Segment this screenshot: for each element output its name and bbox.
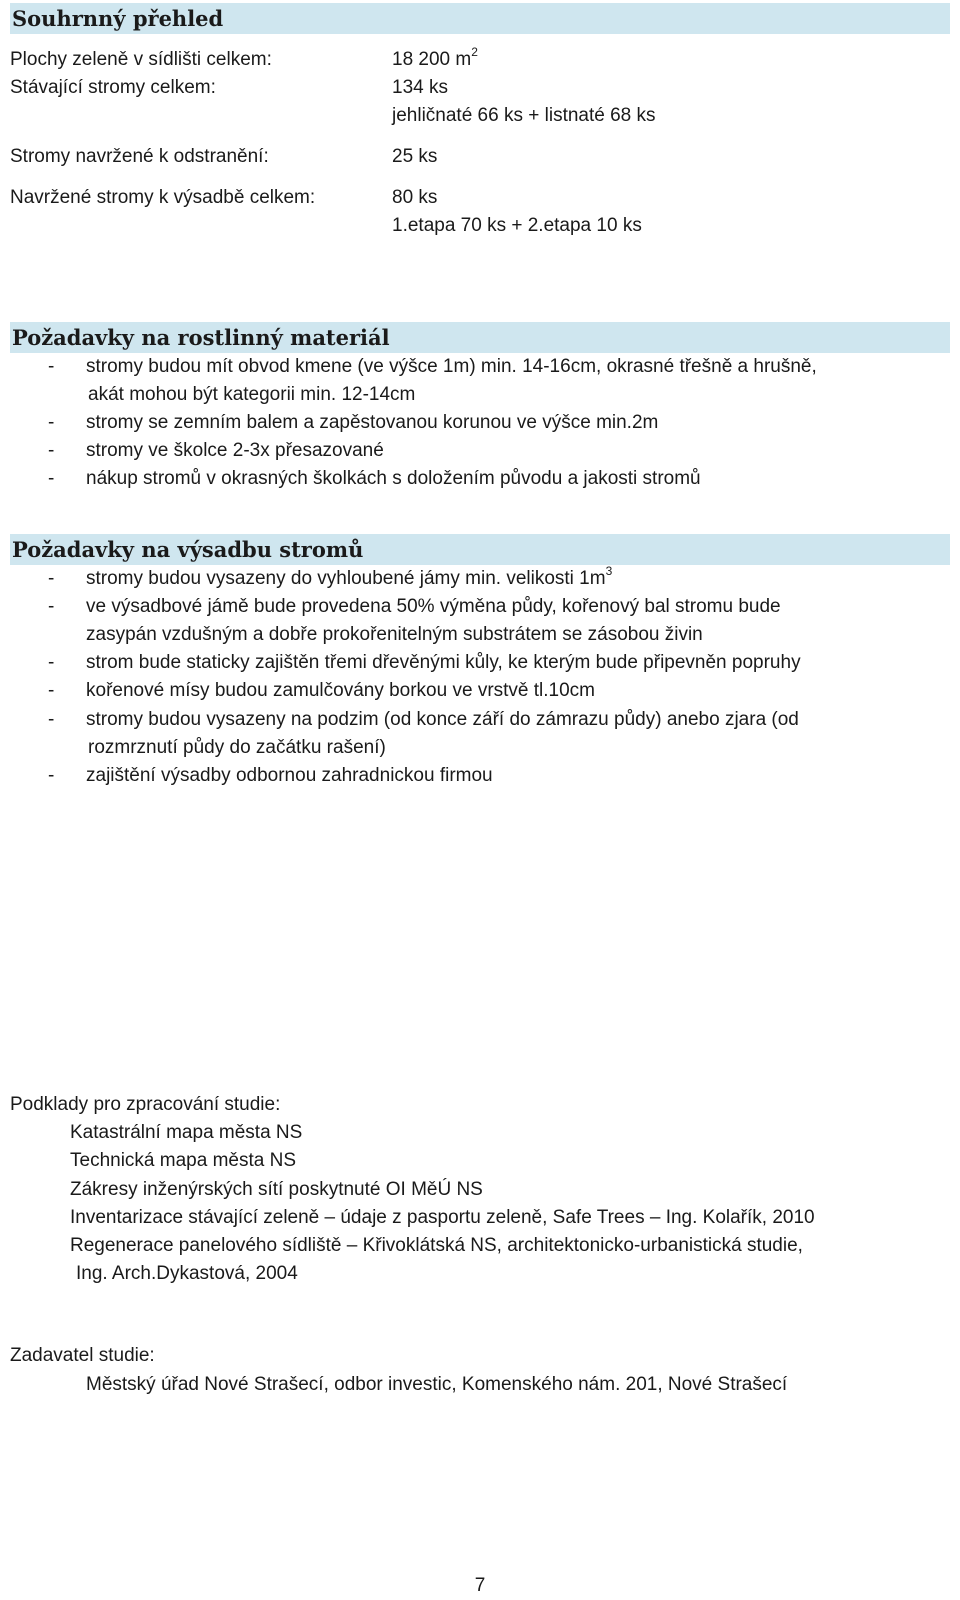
area-unit-exponent: 2 <box>471 45 478 59</box>
list-bullet: - <box>48 568 55 589</box>
source-item: Inventarizace stávající zeleně – údaje z pasportu zeleně, Safe Trees – Ing. Kolařík, 2010 <box>70 1207 815 1228</box>
sources-heading: Podklady pro zpracování studie: <box>10 1094 281 1115</box>
plant-material-item: stromy budou mít obvod kmene (ve výšce 1m) min. 14-16cm, okrasné třešně a hrušně, <box>86 356 817 377</box>
list-bullet: - <box>48 412 55 433</box>
volume-unit-exponent: 3 <box>605 564 613 578</box>
source-item: Regenerace panelového sídliště – Křivoklátská NS, architektonicko-urbanistická studie, <box>70 1235 803 1256</box>
planting-item-continuation: rozmrznutí půdy do začátku rašení) <box>88 737 386 758</box>
plant-material-item: stromy se zemním balem a zapěstovanou korunou ve výšce min.2m <box>86 412 659 433</box>
summary-value-green-area <box>392 46 478 74</box>
planting-item: zajištění výsadby odbornou zahradnickou firmou <box>86 765 493 786</box>
green-area-value: 18 200 m <box>392 49 472 70</box>
summary-heading: Souhrnný přehled <box>10 3 950 34</box>
list-bullet: - <box>48 440 55 461</box>
list-bullet: - <box>48 652 55 673</box>
source-item: Katastrální mapa města NS <box>70 1122 303 1143</box>
client-value: Městský úřad Nové Strašecí, odbor investic, Komenského nám. 201, Nové Strašecí <box>86 1374 788 1395</box>
list-bullet: - <box>48 680 55 701</box>
plant-material-item-continuation: akát mohou být kategorii min. 12-14cm <box>88 384 416 405</box>
summary-note-planned-trees: 1.etapa 70 ks + 2.etapa 10 ks <box>392 215 642 236</box>
planting-item-text: stromy budou vysazeny do vyhloubené jámy min. velikosti 1m <box>86 568 606 589</box>
client-heading: Zadavatel studie: <box>10 1345 155 1366</box>
plant-material-item: stromy ve školce 2-3x přesazované <box>86 440 384 461</box>
plant-material-heading: Požadavky na rostlinný materiál <box>10 322 950 353</box>
planting-item: kořenové mísy budou zamulčovány borkou ve vrstvě tl.10cm <box>86 680 596 701</box>
source-item: Zákresy inženýrských sítí poskytnuté OI MěÚ NS <box>70 1179 483 1200</box>
plant-material-item: nákup stromů v okrasných školkách s doložením původu a jakosti stromů <box>86 468 701 489</box>
source-item-continuation: Ing. Arch.Dykastová, 2004 <box>76 1263 298 1284</box>
planting-item: stromy budou vysazeny na podzim (od konce září do zámrazu půdy) anebo zjara (od <box>86 709 799 730</box>
planting-item: ve výsadbové jámě bude provedena 50% výměna půdy, kořenový bal stromu bude <box>86 596 781 617</box>
summary-value-planned-trees: 80 ks <box>392 187 438 208</box>
summary-note-existing-trees: jehličnaté 66 ks + listnaté 68 ks <box>392 105 656 126</box>
summary-label-green-area: Plochy zeleně v sídlišti celkem: <box>10 49 272 70</box>
planting-item-continuation: zasypán vzdušným a dobře prokořenitelným substrátem se zásobou živin <box>86 624 703 645</box>
planting-heading: Požadavky na výsadbu stromů <box>10 534 950 565</box>
list-bullet: - <box>48 596 55 617</box>
summary-label-planned-trees: Navržené stromy k výsadbě celkem: <box>10 187 316 208</box>
source-item: Technická mapa města NS <box>70 1150 296 1171</box>
list-bullet: - <box>48 709 55 730</box>
list-bullet: - <box>48 356 55 377</box>
summary-label-removed-trees: Stromy navržené k odstranění: <box>10 146 269 167</box>
list-bullet: - <box>48 468 55 489</box>
list-bullet: - <box>48 765 55 786</box>
summary-value-removed-trees: 25 ks <box>392 146 438 167</box>
summary-value-existing-trees: 134 ks <box>392 77 448 98</box>
planting-item: strom bude staticky zajištěn třemi dřevěnými kůly, ke kterým bude připevněn popruhy <box>86 652 801 673</box>
planting-item <box>86 565 946 593</box>
page-number: 7 <box>474 1575 486 1596</box>
summary-label-existing-trees: Stávající stromy celkem: <box>10 77 216 98</box>
